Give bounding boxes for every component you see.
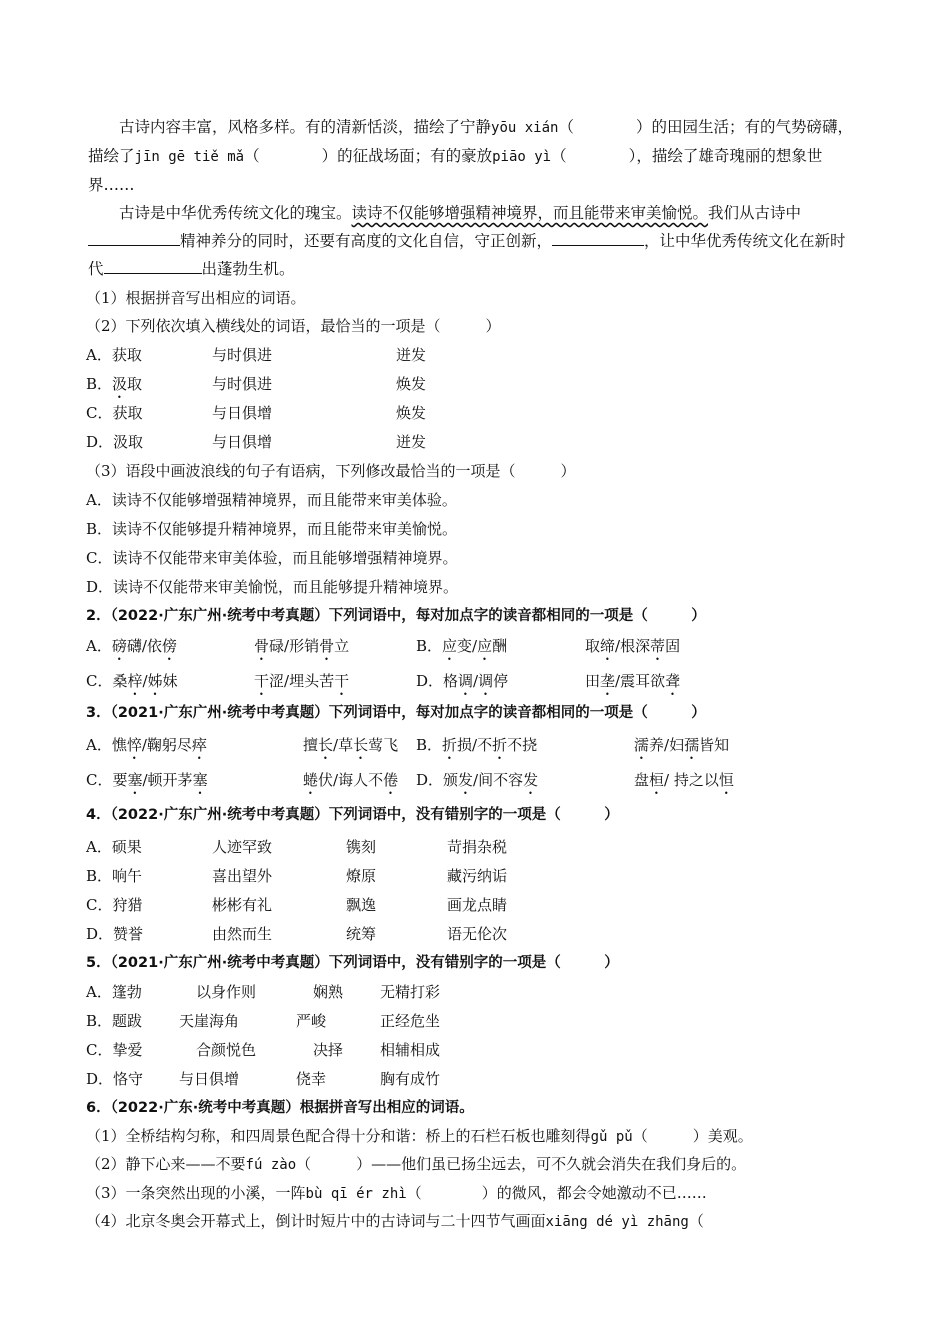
option-b-3: 焕发 — [396, 375, 427, 393]
sub-question-2: （2）下列依次填入横线处的词语，最恰当的一项是（ ） — [86, 317, 501, 335]
passage-text: 古诗内容丰富，风格多样。有的清新恬淡，描绘了宁静 — [119, 118, 492, 136]
q4-option-a-2: 人迹罕致 — [212, 838, 273, 856]
q4-option-b-4: 藏污纳诟 — [447, 867, 508, 885]
q5-option-d-3: 侥幸 — [296, 1070, 327, 1088]
q5-option-a-1: A．篷勃 — [86, 983, 142, 1001]
option-d-1: D．汲取 — [86, 433, 144, 451]
q4-option-d-4: 语无伦次 — [447, 925, 508, 943]
passage-text: 古诗是中华优秀传统文化的瑰宝。 — [119, 204, 352, 222]
q4-option-b-2: 喜出望外 — [212, 867, 273, 885]
q4-option-a-3: 镌刻 — [346, 838, 377, 856]
option-c-2: 与日俱增 — [212, 404, 273, 422]
q3-option-b-2: 濡养/妇孺皆知 — [634, 736, 730, 754]
q5-option-a-4: 无精打彩 — [380, 983, 441, 1001]
option-b-2: 与时俱进 — [212, 375, 273, 393]
q2-option-b-1: B．应变/应酬 — [416, 637, 508, 655]
q5-option-b-1: B．题跋 — [86, 1012, 143, 1030]
option-b: B．读诗不仅能够提升精神境界，而且能带来审美愉悦。 — [86, 520, 458, 538]
q3-option-d-1: D．颁发/间不容发 — [416, 771, 539, 789]
q6-sub-1: （1）全桥结构匀称，和四周景色配合得十分和谐：桥上的石栏石板也雕刻得gǔ pǔ（ ）美观。 — [86, 1127, 753, 1145]
question-4-title: 4．（2022·广东广州·统考中考真题）下列词语中，没有错别字的一项是（ ） — [86, 807, 619, 823]
q5-option-d-1: D．恪守 — [86, 1070, 144, 1088]
blank-line — [88, 231, 180, 246]
option-a: A．读诗不仅能够增强精神境界，而且能带来审美体验。 — [86, 491, 457, 509]
q5-option-c-3: 决择 — [313, 1041, 344, 1059]
option-c-3: 焕发 — [396, 404, 427, 422]
question-5-title: 5．（2021·广东广州·统考中考真题）下列词语中，没有错别字的一项是（ ） — [86, 955, 619, 971]
passage-text: （ ）的田园生活；有的气势磅礴，描绘了 — [88, 118, 853, 165]
passage-text: 我们从古诗中 — [708, 204, 802, 222]
q4-option-d-3: 统筹 — [346, 925, 377, 943]
q4-option-b-3: 燎原 — [346, 867, 377, 885]
option-d: D．读诗不仅能带来审美愉悦，而且能够提升精神境界。 — [86, 578, 459, 596]
q5-option-c-1: C．挚爱 — [86, 1041, 143, 1059]
q4-option-a-4: 苛捐杂税 — [447, 838, 508, 856]
option-c-1: C．获取 — [86, 404, 143, 422]
pinyin: jīn gē tiě mǎ — [134, 149, 245, 165]
passage-paragraph-2 — [88, 199, 858, 283]
q5-option-d-2: 与日俱增 — [179, 1070, 240, 1088]
q5-option-a-3: 娴熟 — [313, 983, 344, 1001]
q4-option-c-1: C．狩猎 — [86, 896, 143, 914]
passage-text: ，让中华优秀传统文化在新时代 — [88, 232, 846, 278]
question-2-title: 2．（2022·广东广州·统考中考真题）下列词语中，每对加点字的读音都相同的一项是（ ） — [86, 608, 706, 624]
q6-sub-3: （3）一条突然出现的小溪，一阵bù qī ér zhì（ ）的微风，都会令她激动不已…… — [86, 1184, 707, 1202]
option-c: C．读诗不仅能带来审美体验，而且能够增强精神境界。 — [86, 549, 458, 567]
q6-sub-2: （2）静下心来——不要fú zào（ ）——他们虽已扬尘远去，可不久就会消失在我们身后的。 — [86, 1155, 747, 1173]
q3-option-c-1: C．要塞/顿开茅塞 — [86, 771, 208, 789]
passage-text: （ ）的征战场面；有的豪放 — [244, 147, 493, 165]
q5-option-b-3: 严峻 — [296, 1012, 327, 1030]
q5-option-c-4: 相辅相成 — [380, 1041, 441, 1059]
q2-option-d-2: 田垄/震耳欲聋 — [585, 672, 681, 690]
q2-option-b-2: 取缔/根深蒂固 — [585, 637, 681, 655]
passage-paragraph-1 — [88, 113, 858, 199]
pinyin: bù qī ér zhì — [305, 1186, 407, 1202]
sub-question-3: （3）语段中画波浪线的句子有语病，下列修改最恰当的一项是（ ） — [86, 462, 576, 480]
q4-option-b-1: B．响午 — [86, 867, 143, 885]
option-a-2: 与时俱进 — [212, 346, 273, 364]
q5-option-c-2: 合颜悦色 — [196, 1041, 257, 1059]
q6-sub-4: （4）北京冬奥会开幕式上，倒计时短片中的古诗词与二十四节气画面xiāng dé yì zhāng（ — [86, 1212, 704, 1230]
q5-option-b-2: 天崖海角 — [179, 1012, 240, 1030]
pinyin: xiāng dé yì zhāng — [545, 1214, 689, 1230]
passage-text: 出蓬勃生机。 — [201, 260, 295, 278]
q3-option-c-2: 蜷伏/诲人不倦 — [303, 771, 399, 789]
q5-option-d-4: 胸有成竹 — [380, 1070, 441, 1088]
q3-option-a-1: A．憔悴/鞠躬尽瘁 — [86, 736, 207, 754]
q4-option-c-4: 画龙点睛 — [447, 896, 508, 914]
q4-option-a-1: A．硕果 — [86, 838, 142, 856]
q2-option-c-1: C．桑梓/姊妹 — [86, 672, 178, 690]
q3-option-d-2: 盘桓/ 持之以恒 — [634, 771, 734, 789]
q4-option-d-2: 由然而生 — [212, 925, 273, 943]
blank-line — [552, 231, 644, 246]
q4-option-d-1: D．赞誉 — [86, 925, 144, 943]
q4-option-c-3: 飘逸 — [346, 896, 377, 914]
blank-line — [104, 259, 202, 274]
sub-question-1: （1）根据拼音写出相应的词语。 — [86, 289, 306, 307]
option-a-1: A．获取 — [86, 346, 142, 364]
pinyin: fú zào — [245, 1157, 297, 1173]
option-d-2: 与日俱增 — [212, 433, 273, 451]
passage-text: 精神养分的同时，还要有高度的文化自信，守正创新， — [180, 232, 553, 250]
option-b-1: B．汲取 — [86, 375, 143, 393]
question-3-title: 3．（2021·广东广州·统考中考真题）下列词语中，每对加点字的读音都相同的一项是（ ） — [86, 705, 706, 721]
q3-option-b-1: B．折损/不折不挠 — [416, 736, 538, 754]
option-d-3: 迸发 — [396, 433, 427, 451]
pinyin: yōu xián — [491, 120, 559, 136]
q2-option-a-2: 骨碌/形销骨立 — [254, 637, 350, 655]
q2-option-c-2: 干涩/埋头苦干 — [254, 672, 350, 690]
wavy-underlined-sentence: 读诗不仅能够增强精神境界，而且能带来审美愉悦。 — [351, 204, 709, 222]
q3-option-a-2: 擅长/草长莺飞 — [303, 736, 399, 754]
q2-option-d-1: D．格调/调停 — [416, 672, 509, 690]
pinyin: piāo yì — [492, 149, 552, 165]
q2-option-a-1: A．磅礴/依傍 — [86, 637, 177, 655]
option-a-3: 迸发 — [396, 346, 427, 364]
q5-option-a-2: 以身作则 — [196, 983, 257, 1001]
q4-option-c-2: 彬彬有礼 — [212, 896, 273, 914]
q5-option-b-4: 正经危坐 — [380, 1012, 441, 1030]
pinyin: gǔ pǔ — [590, 1129, 633, 1145]
passage-text: （ ），描绘了雄奇瑰丽的想象世界…… — [88, 147, 823, 194]
question-6-title: 6．（2022·广东·统考中考真题）根据拼音写出相应的词语。 — [86, 1100, 474, 1116]
